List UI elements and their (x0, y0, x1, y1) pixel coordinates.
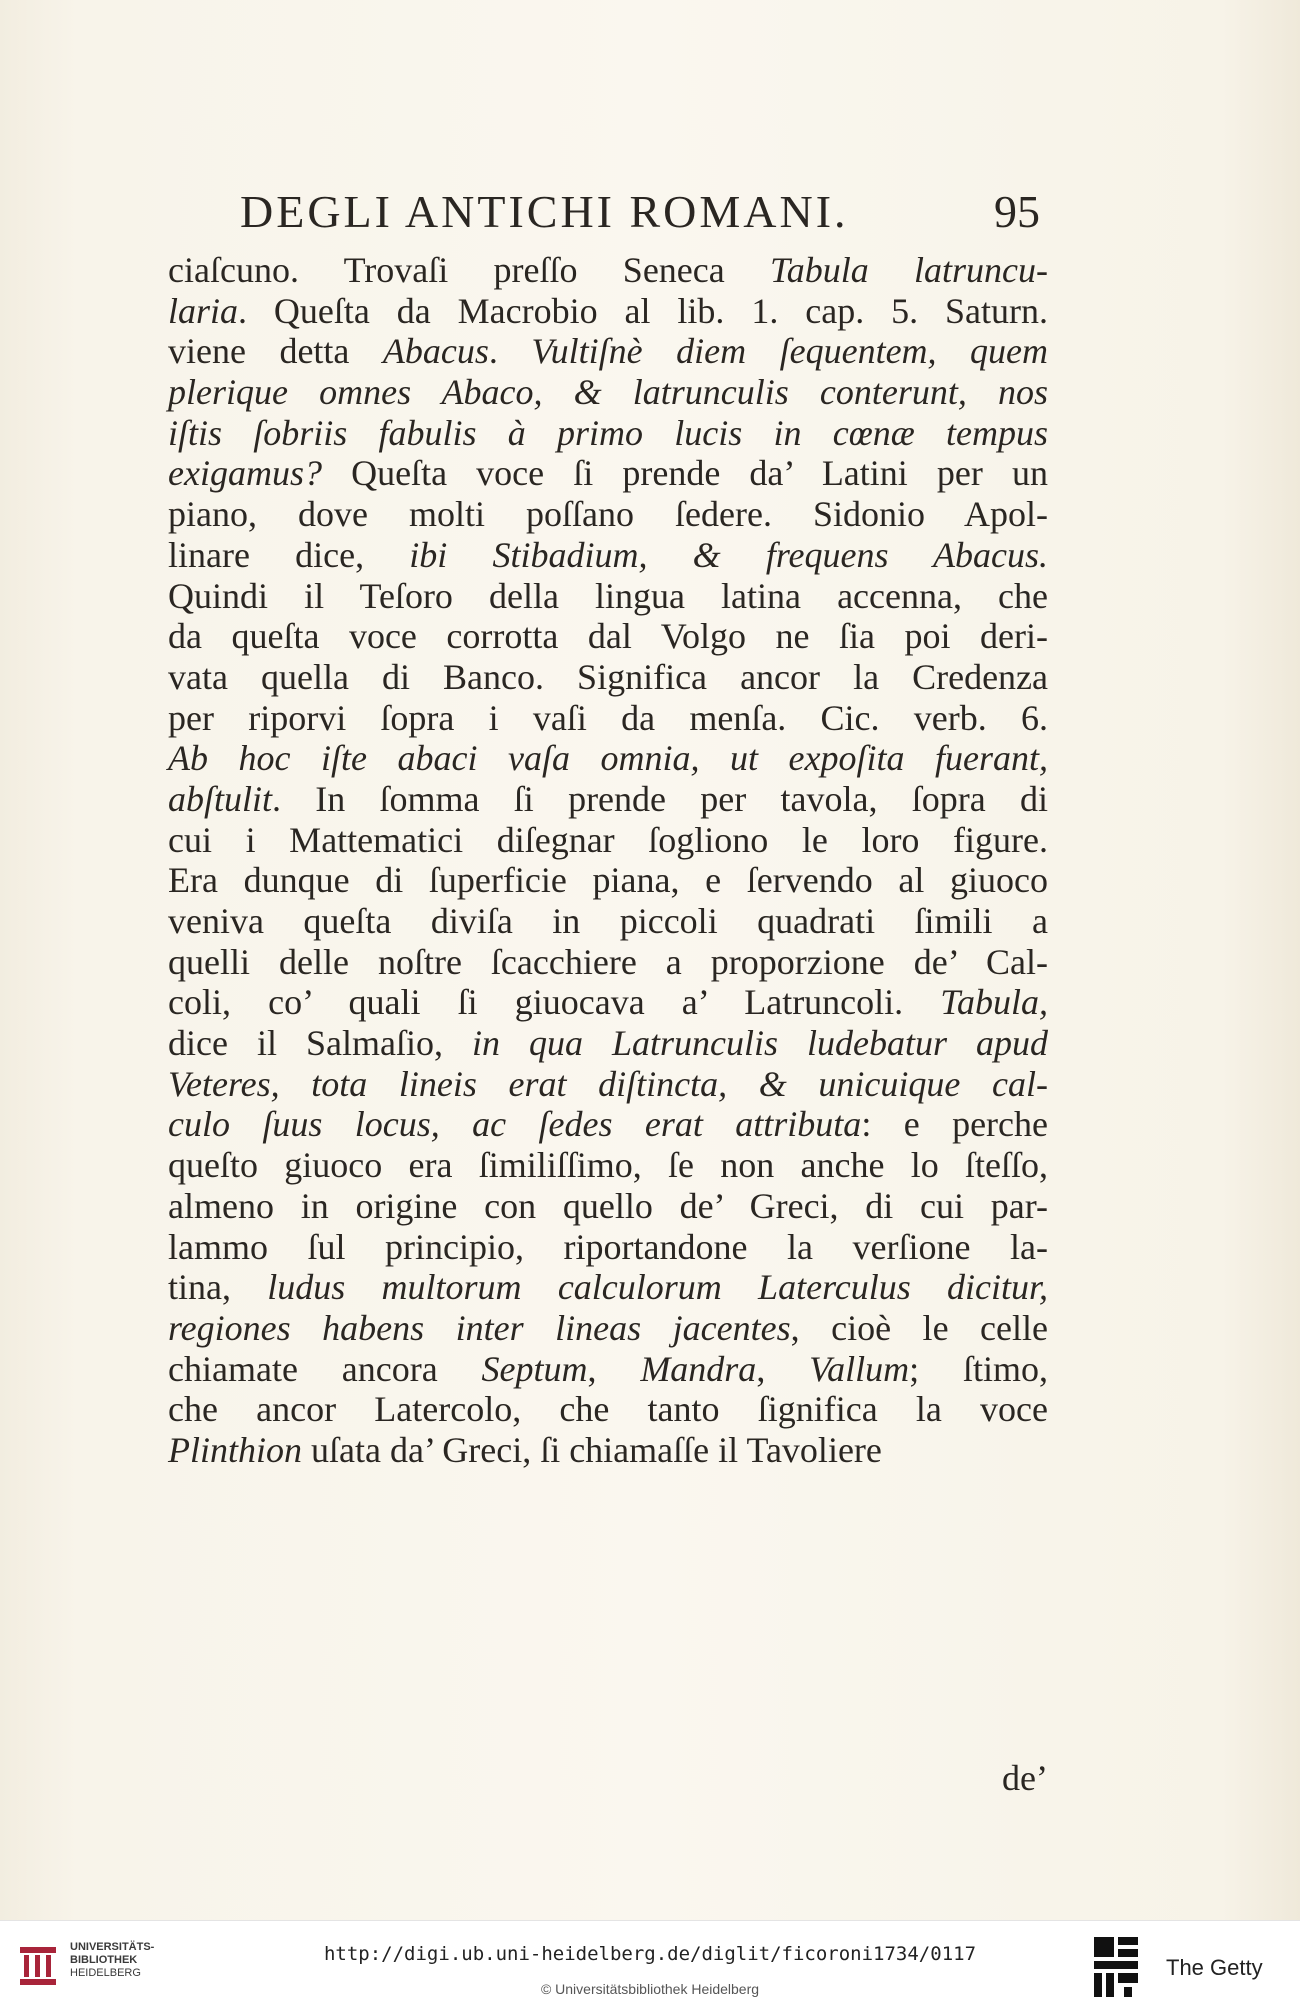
italic-text-segment: ludus multorum calculorum Laterculus dicitur, (267, 1267, 1049, 1308)
running-head (240, 182, 1040, 242)
text-line (168, 1023, 1048, 1064)
text-line (168, 982, 1048, 1023)
text-line (168, 1349, 1048, 1390)
text-line (168, 1308, 1048, 1349)
text-segment: coli, co’ quali ſi giuocava a’ Latruncoli. (168, 982, 941, 1023)
text-segment: per riporvi ſopra i vaſi da menſa. Cic. verb. 6. (168, 697, 1048, 738)
catchword: de’ (1002, 1758, 1048, 1798)
italic-text-segment: abſtulit (168, 778, 273, 819)
italic-text-segment: exigamus? (168, 453, 322, 494)
text-segment: che ancor Latercolo, che tanto ſignifica la voce (168, 1389, 1048, 1430)
text-line (168, 860, 1048, 901)
text-segment: Queſta voce ſi prende da’ Latini per un (321, 453, 1048, 494)
text-line (168, 413, 1048, 454)
library-name (70, 1941, 154, 1980)
text-segment: cui i Mattematici diſegnar ſogliono le loro figure. (168, 819, 1048, 860)
running-head-title: DEGLI ANTICHI ROMANI. (240, 186, 849, 237)
text-line (168, 372, 1048, 413)
text-segment: , cioè le celle (790, 1307, 1048, 1348)
text-segment: . In ſomma ſi prende per tavola, ſopra di (272, 778, 1048, 819)
italic-text-segment: Abacus (382, 331, 489, 372)
text-segment: tina, (168, 1267, 268, 1308)
text-line (168, 1064, 1048, 1105)
italic-text-segment: Vallum (809, 1348, 910, 1389)
page-url-link[interactable]: http://digi.ub.uni-heidelberg.de/diglit/ficoroni1734/0117 (323, 1943, 977, 1965)
copyright-notice: © Universitätsbibliothek Heidelberg (540, 1981, 760, 1997)
library-name-line: UNIVERSITÄTS- (70, 1941, 155, 1953)
text-line (168, 494, 1048, 535)
text-line (168, 657, 1048, 698)
text-line (168, 1186, 1048, 1227)
getty-logo-icon (1092, 1935, 1142, 1999)
italic-text-segment: Ab hoc iſte abaci vaſa omnia, ut expoſita fuerant, (168, 738, 1048, 779)
italic-text-segment: Tabula, (940, 982, 1048, 1023)
text-line (168, 1267, 1048, 1308)
text-segment: lammo ſul principio, riportandone la verſione la- (168, 1226, 1048, 1267)
getty-name: The Getty (1166, 1955, 1263, 1980)
italic-text-segment: Mandra (640, 1348, 757, 1389)
text-line (168, 779, 1048, 820)
text-segment: Era dunque di ſuperficie piana, e ſervendo al giuoco (168, 860, 1048, 901)
italic-text-segment: laria (168, 290, 239, 331)
text-segment: ciaſcuno. Trovaſi preſſo Seneca (168, 250, 771, 290)
viewer-footer (0, 1920, 1300, 2013)
text-line (168, 1104, 1048, 1145)
library-name-line: BIBLIOTHEK (70, 1954, 138, 1966)
text-line (168, 250, 1048, 291)
text-segment: veniva queſta diviſa in piccoli quadrati ſimili a (168, 901, 1048, 941)
text-line (168, 1389, 1048, 1430)
text-segment: vata quella di Banco. Significa ancor la Credenza (168, 656, 1048, 697)
text-segment: : e perche (861, 1104, 1049, 1145)
text-segment: ; ſtimo, (909, 1348, 1048, 1389)
text-segment: uſata da’ Greci, ſi chiamaſſe il Tavoliere (302, 1429, 882, 1470)
library-logo-icon (16, 1941, 60, 1991)
italic-text-segment: culo ſuus locus, ac ſedes erat attributa (168, 1104, 862, 1145)
body-text (168, 250, 1048, 1471)
text-line (168, 1145, 1048, 1186)
italic-text-segment: plerique omnes Abaco, & latrunculis conterunt, nos (168, 372, 1048, 413)
text-line (168, 942, 1048, 983)
text-line (168, 616, 1048, 657)
text-line (168, 291, 1048, 332)
italic-text-segment: Veteres, tota lineis erat diſtincta, & unicuique cal- (168, 1063, 1048, 1104)
italic-text-segment: in qua Latrunculis ludebatur apud (471, 1023, 1048, 1064)
text-line (168, 738, 1048, 779)
text-line (168, 1430, 1048, 1471)
text-segment: viene detta (168, 331, 383, 372)
text-segment: almeno in origine con quello de’ Greci, di cui par- (168, 1185, 1048, 1226)
text-segment: chiamate ancora (168, 1348, 482, 1389)
text-segment: , (587, 1348, 641, 1389)
italic-text-segment: Plinthion (168, 1429, 302, 1470)
text-segment: linare dice, (168, 534, 410, 575)
text-segment: . (488, 331, 532, 372)
text-line (168, 576, 1048, 617)
italic-text-segment: Vultiſnè diem ſequentem, quem (531, 331, 1049, 372)
text-segment: . Queſta da Macrobio al lib. 1. cap. 5. Saturn. (238, 290, 1048, 331)
library-name-line: HEIDELBERG (70, 1967, 141, 1979)
italic-text-segment: Septum (481, 1348, 588, 1389)
text-line (168, 901, 1048, 942)
text-line (168, 698, 1048, 739)
text-segment: quelli delle noſtre ſcacchiere a proporzione de’ Cal- (168, 941, 1048, 982)
text-segment: Quindi il Teſoro della lingua latina accenna, che (168, 575, 1048, 616)
text-segment: queſto giuoco era ſimiliſſimo, ſe non anche lo ſteſſo, (168, 1145, 1048, 1186)
italic-text-segment: Tabula latruncu- (770, 250, 1048, 290)
text-segment: da queſta voce corrotta dal Volgo ne ſia poi deri- (168, 616, 1048, 657)
text-line (168, 453, 1048, 494)
text-line (168, 535, 1048, 576)
text-line (168, 820, 1048, 861)
text-line (168, 331, 1048, 372)
text-segment: , (756, 1348, 810, 1389)
text-line (168, 1227, 1048, 1268)
italic-text-segment: ibi Stibadium, & frequens Abacus. (409, 534, 1048, 575)
italic-text-segment: regiones habens inter lineas jacentes (168, 1307, 791, 1348)
text-segment: dice il Salmaſio, (168, 1023, 472, 1064)
page-number: 95 (994, 186, 1040, 237)
text-segment: piano, dove molti poſſano ſedere. Sidonio Apol- (168, 494, 1048, 535)
italic-text-segment: iſtis ſobriis fabulis à primo lucis in cœnæ tempus (168, 412, 1048, 453)
